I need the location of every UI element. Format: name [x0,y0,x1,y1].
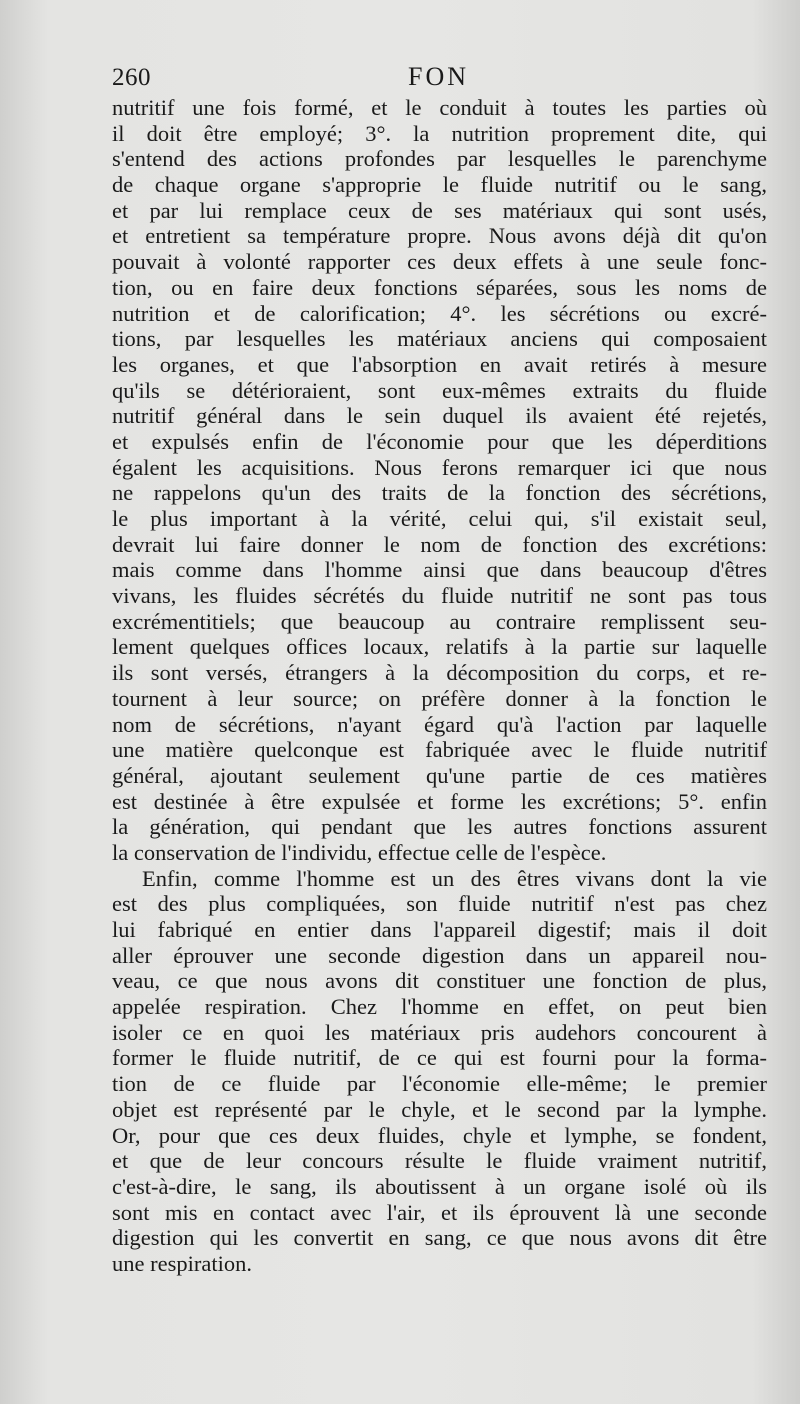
text-line: devrait lui faire donner le nom de fonction des excrétions: [112,531,767,557]
text-line: le plus important à la vérité, celui qui, s'il existait seul, [112,506,767,531]
text-line: lui fabriqué en entier dans l'appareil digestif; mais il doit [112,917,767,942]
text-line: aller éprouver une seconde digestion dans un appareil nou- [112,942,767,968]
text-line: vivans, les fluides sécrétés du fluide nutritif ne sont pas tous [112,583,767,609]
text-line: et par lui remplace ceux de ses matériaux qui sont usés, [112,197,767,223]
text-line: qu'ils se détérioraient, sont eux-mêmes extraits du fluide [112,377,767,403]
text-line: égalent les acquisitions. Nous ferons remarquer ici que nous [112,454,767,480]
text-line: général, ajoutant seulement qu'une partie de ces matières [112,762,767,788]
text-line: sont mis en contact avec l'air, et ils éprouvent là une seconde [112,1199,767,1225]
text-line: appelée respiration. Chez l'homme en effet, on peut bien [112,994,767,1020]
text-line: nutrition et de calorification; 4°. les sécrétions ou excré- [112,300,767,326]
page-number: 260 [112,64,151,91]
text-line: nutritif général dans le sein duquel ils avaient été rejetés, [112,403,767,429]
text-line: de chaque organe s'approprie le fluide nutritif ou le sang, [112,172,767,198]
text-line: et expulsés enfin de l'économie pour que les déperditions [112,428,767,454]
text-line: et que de leur concours résulte le fluide vraiment nutritif, [112,1148,767,1174]
text-line: pouvait à volonté rapporter ces deux effets à une seule fonc- [112,249,767,275]
text-line: objet est représenté par le chyle, et le second par la lymphe. [112,1096,767,1122]
text-line: digestion qui les convertit en sang, ce que nous avons dit être [112,1225,767,1251]
text-line: une respiration. [112,1250,252,1276]
text-line: il doit être employé; 3°. la nutrition proprement dite, qui [112,120,767,146]
text-line: mais comme dans l'homme ainsi que dans beaucoup d'êtres [112,557,767,583]
text-line: excrémentitiels; que beaucoup au contraire remplissent seu- [112,608,767,634]
text-line: est destinée à être expulsée et forme les excrétions; 5°. enfin [112,788,767,814]
page-header [112,60,772,100]
paragraph-start-line: Enfin, comme l'homme est un des êtres vivans dont la vie [142,865,767,891]
text-line: ils sont versés, étrangers à la décomposition du corps, et re- [112,660,767,686]
text-line: tion de ce fluide par l'économie elle-même; le premier [112,1071,767,1097]
text-line: former le fluide nutritif, de ce qui est fourni pour la forma- [112,1045,767,1071]
text-line: et entretient sa température propre. Nous avons déjà dit qu'on [112,223,767,249]
text-line: la conservation de l'individu, effectue celle de l'espèce. [112,839,607,865]
text-line: nom de sécrétions, n'ayant égard qu'à l'action par laquelle [112,711,767,737]
text-line: nutritif une fois formé, et le conduit à toutes les parties où [112,95,767,120]
text-line: est des plus compliquées, son fluide nutritif n'est pas chez [112,891,767,917]
text-line: tions, par lesquelles les matériaux anciens qui composaient [112,326,767,352]
text-line: une matière quelconque est fabriquée avec le fluide nutritif [112,737,767,763]
running-head: FON [408,62,470,91]
text-line: tournent à leur source; on préfère donner à la fonction le [112,685,767,711]
text-line: la génération, qui pendant que les autres fonctions assurent [112,814,767,840]
text-line: c'est-à-dire, le sang, ils aboutissent à un organe isolé où ils [112,1173,767,1199]
text-line: tion, ou en faire deux fonctions séparées, sous les noms de [112,274,767,300]
body-text [112,95,767,1277]
text-line: veau, ce que nous avons dit constituer une fonction de plus, [112,968,767,994]
text-line: Or, pour que ces deux fluides, chyle et lymphe, se fondent, [112,1122,767,1148]
text-line: ne rappelons qu'un des traits de la fonction des sécrétions, [112,480,767,506]
text-line: lement quelques offices locaux, relatifs à la partie sur laquelle [112,634,767,660]
text-line: isoler ce en quoi les matériaux pris audehors concourent à [112,1019,767,1045]
text-line: les organes, et que l'absorption en avait retirés à mesure [112,351,767,377]
text-line: s'entend des actions profondes par lesquelles le parenchyme [112,146,767,172]
